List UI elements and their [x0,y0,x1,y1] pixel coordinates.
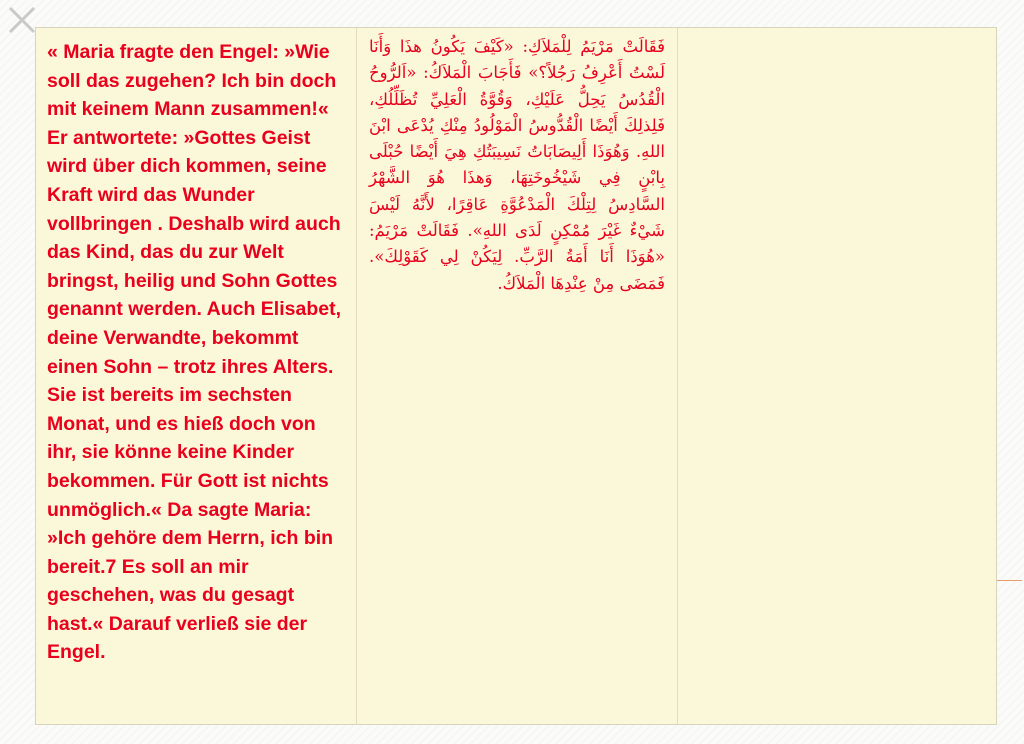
german-column [36,28,357,724]
empty-column [678,28,997,724]
arabic-text: فَقَالَتْ مَرْيَمُ لِلْمَلاَكِ: «كَيْفَ يَكُونُ هذَا وَأَنَا لَسْتُ أَعْرِفُ رَجُلاً؟» فَأَجَابَ الْمَلاَكُ: «اَلرُّوحُ الْقُدُسُ يَحِلُّ عَلَيْكِ، وَقُوَّةُ الْعَلِيِّ تُظَلِّلُكِ، فَلِذلِكَ أَيْضًا الْقُدُّوسُ الْمَوْلُودُ مِنْكِ يُدْعَى ابْنَ اللهِ. وَهُوَذَا أَلِيصَابَاتُ نَسِيبَتُكِ هِيَ أَيْضًا حُبْلَى بِابْنٍ فِي شَيْخُوخَتِهَا، وَهذَا هُوَ الشَّهْرُ السَّادِسُ لِتِلْكَ الْمَدْعُوَّةِ عَاقِرًا، لأَنَّهُ لَيْسَ شَيْءٌ غَيْرَ مُمْكِنٍ لَدَى اللهِ». فَقَالَتْ مَرْيَمُ: «هُوَذَا أَنَا أَمَةُ الرَّبِّ. لِيَكُنْ لِي كَقَوْلِكَ». فَمَضَى مِنْ عِنْدِهَا الْمَلاَكُ. [369,37,665,293]
german-text: « Maria fragte den Engel: »Wie soll das zugehen? Ich bin doch mit keinem Mann zusammen!« Er antwortete: »Gottes Geist wird über dich kommen, seine Kraft wird das Wunder vollbringen . Deshalb wird auch das Kind, das du zur Welt bringst, heilig und Sohn Gottes genannt werden. Auch Elisabet, deine Verwandte, bekommt einen Sohn – trotz ihres Alters. Sie ist bereits im sechsten Monat, und es hieß doch von ihr, sie könne keine Kinder bekommen. Für Gott ist nichts unmöglich.« Da sagte Maria: »Ich gehöre dem Herrn, ich bin bereit.7 Es soll an mir geschehen, was du gesagt hast.« Darauf verließ sie der Engel. [47,41,341,664]
text-table [35,27,997,725]
table-row [36,28,996,724]
arabic-column [357,28,678,724]
decorative-line [996,580,1022,581]
comparison-table [36,28,996,724]
